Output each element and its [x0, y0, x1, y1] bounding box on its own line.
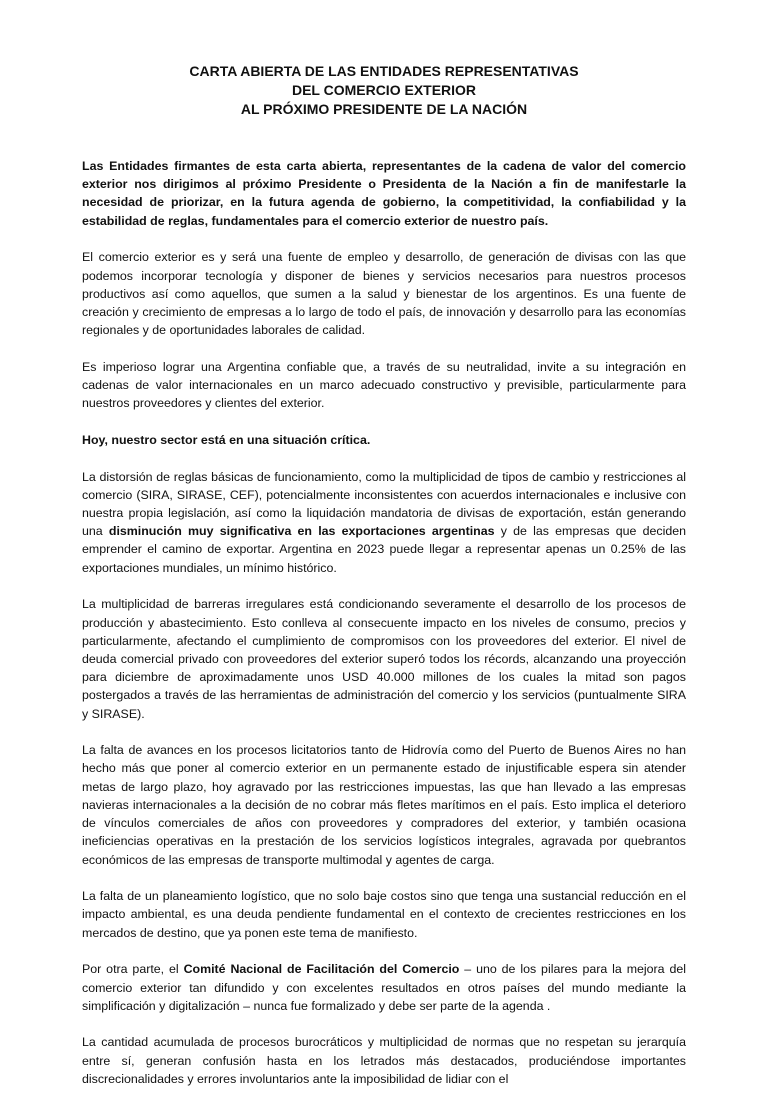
paragraph-distortion	[82, 468, 686, 577]
paragraph-logistics: La falta de un planeamiento logístico, que no solo baje costos sino que tenga una sustancial reducción en el impacto ambiental, es una deuda pendiente fundamental en el contexto de crecientes restricciones en los mercados de destino, que ya ponen este tema de manifiesto.	[82, 889, 686, 940]
paragraph-reliable-argentina: Es imperioso lograr una Argentina confiable que, a través de su neutralidad, invite a su integración en cadenas de valor internacionales en un marco adecuado constructivo y previsible, particularmente para nuestros proveedores y clientes del exterior.	[82, 359, 686, 411]
paragraph-bureaucracy: La cantidad acumulada de procesos burocráticos y multiplicidad de normas que no respetan su jerarquía entre sí, generan confusión hasta en los letrados más destacados, produciéndose importantes discrecionalidades y errores involuntarios ante la imposibilidad de lidiar con el	[82, 1035, 686, 1086]
title-line-3: AL PRÓXIMO PRESIDENTE DE LA NACIÓN	[240, 101, 528, 117]
committee-text-emphasis: Comité Nacional de Facilitación del Comercio	[183, 962, 460, 977]
intro-paragraph: Las Entidades firmantes de esta carta abierta, representantes de la cadena de valor del comercio exterior nos dirigimos al próximo Presidente o Presidenta de la Nación a fin de manifestarle la necesidad de priorizar, en la futura agenda de gobierno, la competitividad, la confiabilidad y la estabilidad de reglas, fundamentales para el comercio exterior de nuestro país.	[82, 159, 686, 228]
paragraph-hidrovia: La falta de avances en los procesos licitatorios tanto de Hidrovía como del Puerto de Buenos Aires no han hecho más que poner al comercio exterior en un permanente estado de injustificable espera sin atender metas de largo plazo, hoy agravado por las restricciones impuestas, las que han llevado a las empresas navieras internacionales a la decisión de no cobrar más fletes marítimos en el país. Esto implica el deterioro de vínculos comerciales de años con proveedores y compradores del exterior, y también ocasiona ineficiencias operativas en la prestación de los servicios logísticos integrales, agravada por quebrantos económicos de las empresas de transporte multimodal y agentes de carga.	[82, 743, 686, 867]
distortion-text-emphasis: disminución muy significativa en las exportaciones argentinas	[108, 524, 495, 539]
title-line-1: CARTA ABIERTA DE LAS ENTIDADES REPRESENTATIVAS	[189, 63, 579, 79]
paragraph-critical-situation: Hoy, nuestro sector está en una situación crítica.	[82, 432, 371, 447]
committee-text-end: – uno de los pilares para la mejora del comercio exterior tan difundido y con excelentes resultados en otros países del mundo mediante la simplificación y digitalización – nunca fue formalizado y debe ser parte de la agenda .	[82, 962, 686, 1013]
committee-text-start: Por otra parte, el	[82, 962, 184, 977]
paragraph-committee	[82, 960, 686, 1015]
letter-title	[0, 62, 768, 119]
title-line-2: DEL COMERCIO EXTERIOR	[291, 82, 477, 98]
distortion-text-start: La distorsión de reglas básicas de funcionamiento, como la multiplicidad de tipos de cambio y restricciones al comercio (SIRA, SIRASE, CEF), potencialmente inconsistentes con acuerdos internacionales e inclusive con nuestra propia legislación, así como la liquidación mandatoria de divisas de exportación, están generando una	[82, 469, 686, 539]
paragraph-barriers: La multiplicidad de barreras irregulares está condicionando severamente el desarrollo de los procesos de producción y abastecimiento. Esto conlleva al consecuente impacto en los niveles de consumo, precios y particularmente, afectando el cumplimiento de compromisos con los proveedores del exterior. El nivel de deuda comercial privado con proveedores del exterior superó todos los récords, alcanzando una proyección para diciembre de aproximadamente unos USD 40.000 millones de los cuales la mitad son pagos postergados a través de las herramientas de administración del comercio y los servicios (puntualmente SIRA y SIRASE).	[82, 597, 686, 721]
letter-body	[82, 157, 686, 1107]
paragraph-employment: El comercio exterior es y será una fuente de empleo y desarrollo, de generación de divisas con las que podemos incorporar tecnología y disponer de bienes y servicios necesarios para nuestros procesos productivos así como aquellos, que sumen a la salud y bienestar de los argentinos. Es una fuente de creación y crecimiento de empresas a lo largo de todo el país, de innovación y desarrollo para las economías regionales y de oportunidades laborales de calidad.	[82, 250, 686, 338]
distortion-text-end: y de las empresas que deciden emprender el camino de exportar. Argentina en 2023 puede llegar a representar apenas un 0.25% de las exportaciones mundiales, un mínimo histórico.	[82, 524, 686, 575]
